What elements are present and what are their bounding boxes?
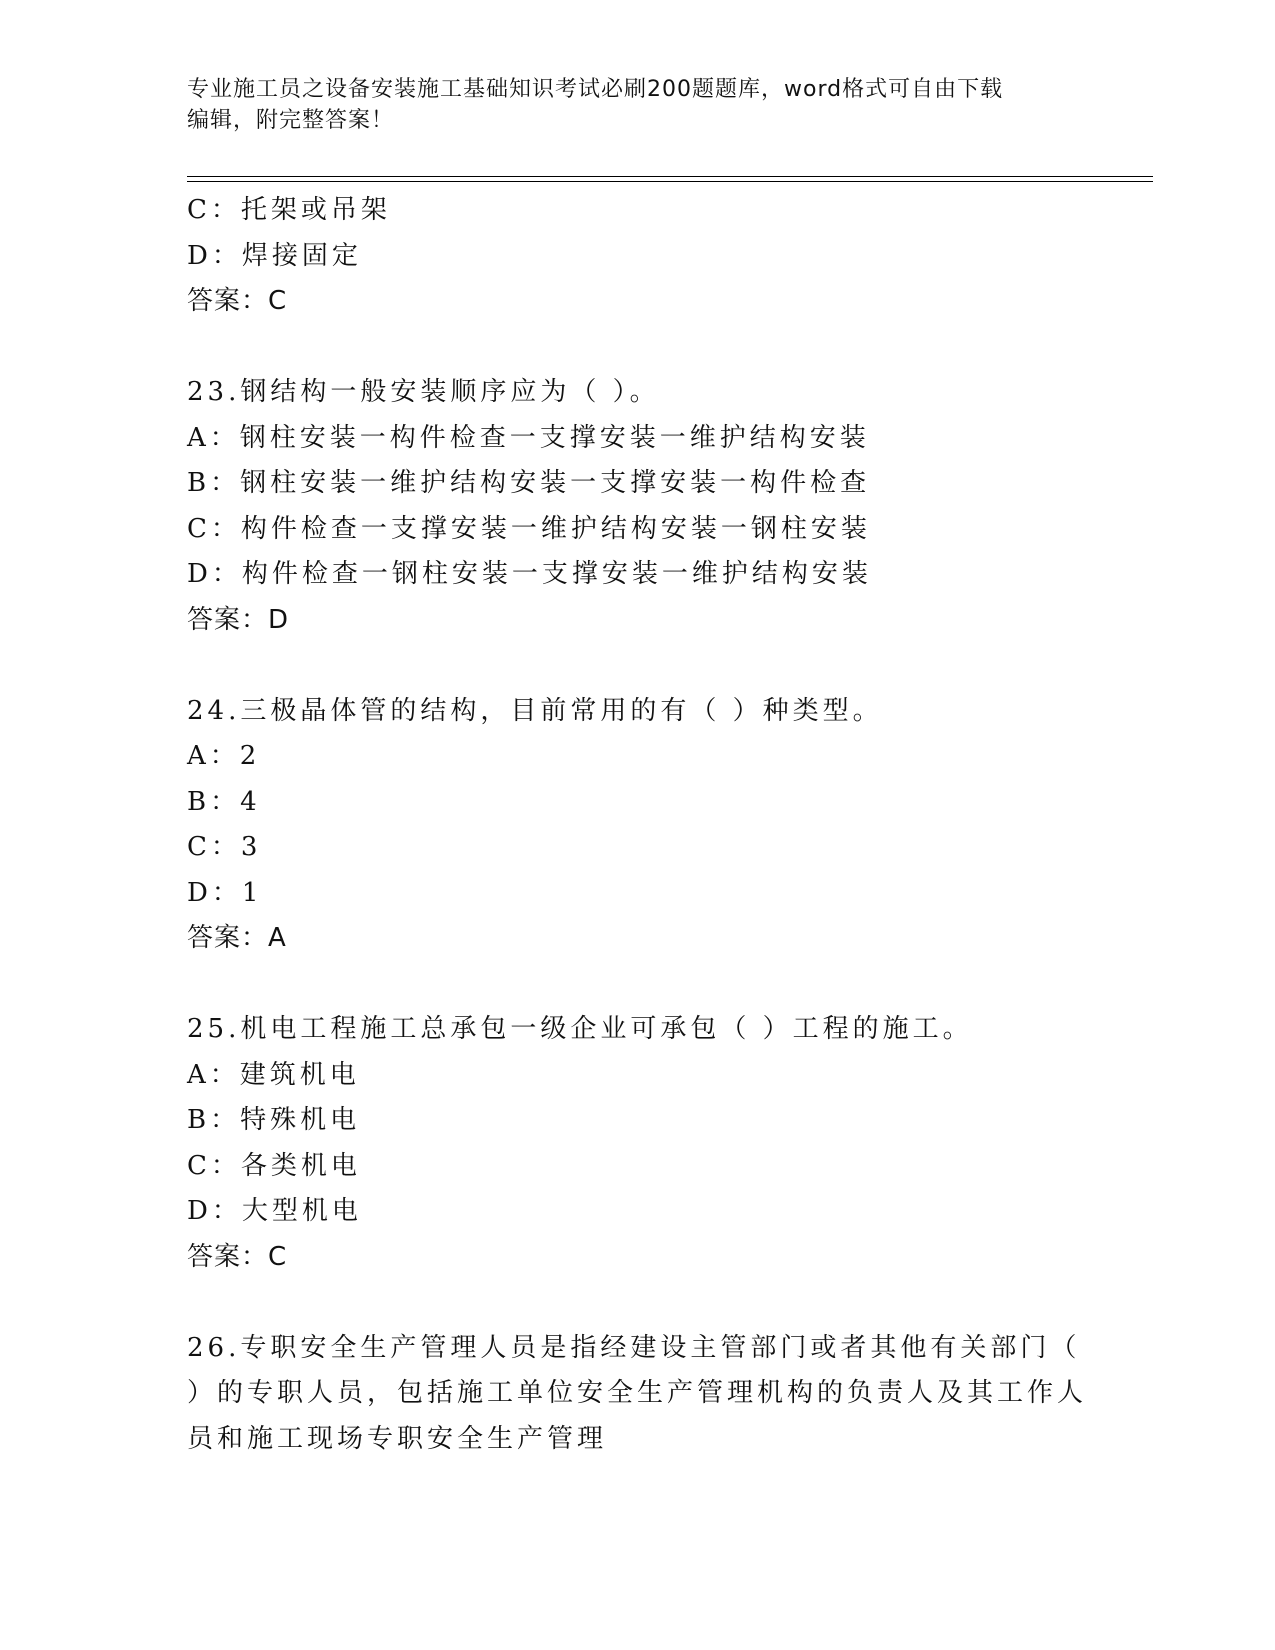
answer: 答案：A — [187, 923, 287, 953]
option-c: C：3 — [187, 832, 262, 862]
question-24 — [187, 689, 1147, 962]
header-line-1: 专业施工员之设备安装施工基础知识考试必刷200题题库，word格式可自由下载 — [187, 77, 1004, 102]
answer: 答案：C — [187, 286, 288, 316]
header-divider-top — [187, 176, 1153, 177]
option-b: B：特殊机电 — [187, 1105, 361, 1135]
option-d: D：大型机电 — [187, 1196, 362, 1226]
question-stem-line-3: 员和施工现场专职安全生产管理 — [187, 1423, 608, 1454]
question-stem-line-2: ）的专职人员，包括施工单位安全生产管理机构的负责人及其工作人 — [187, 1378, 1088, 1408]
document-header — [187, 74, 1087, 136]
spacer — [187, 643, 1147, 689]
spacer — [187, 1280, 1147, 1326]
answer: 答案：C — [187, 1241, 288, 1272]
question-23 — [187, 370, 1147, 643]
answer: 答案：D — [187, 604, 290, 635]
option-a: A：建筑机电 — [187, 1059, 360, 1090]
option-d: D：1 — [187, 877, 263, 908]
question-22-tail — [187, 188, 1147, 325]
spacer — [187, 962, 1147, 1008]
question-25 — [187, 1007, 1147, 1280]
option-c: C：各类机电 — [187, 1150, 361, 1181]
option-a: A：2 — [187, 741, 261, 771]
header-divider-bottom — [187, 181, 1153, 182]
option-b: B：钢柱安装一维护结构安装一支撑安装一构件检查 — [187, 468, 871, 498]
question-stem: 23.钢结构一般安装顺序应为（ ）。 — [187, 377, 660, 407]
option-d: D：焊接固定 — [187, 240, 362, 271]
header-line-2: 编辑，附完整答案！ — [187, 108, 395, 133]
question-26 — [187, 1326, 1147, 1463]
option-d: D：构件检查一钢柱安装一支撑安装一维护结构安装 — [187, 559, 872, 589]
question-list — [187, 188, 1147, 1462]
option-c: C：托架或吊架 — [187, 195, 391, 225]
question-stem: 24.三极晶体管的结构，目前常用的有（ ）种类型。 — [187, 695, 883, 726]
spacer — [187, 325, 1147, 371]
option-c: C：构件检查一支撑安装一维护结构安装一钢柱安装 — [187, 513, 871, 544]
question-stem-line-1: 26.专职安全生产管理人员是指经建设主管部门或者其他有关部门（ — [187, 1332, 1081, 1363]
option-b: B：4 — [187, 786, 261, 817]
question-stem: 25.机电工程施工总承包一级企业可承包（ ）工程的施工。 — [187, 1014, 973, 1044]
option-a: A：钢柱安装一构件检查一支撑安装一维护结构安装 — [187, 422, 870, 453]
